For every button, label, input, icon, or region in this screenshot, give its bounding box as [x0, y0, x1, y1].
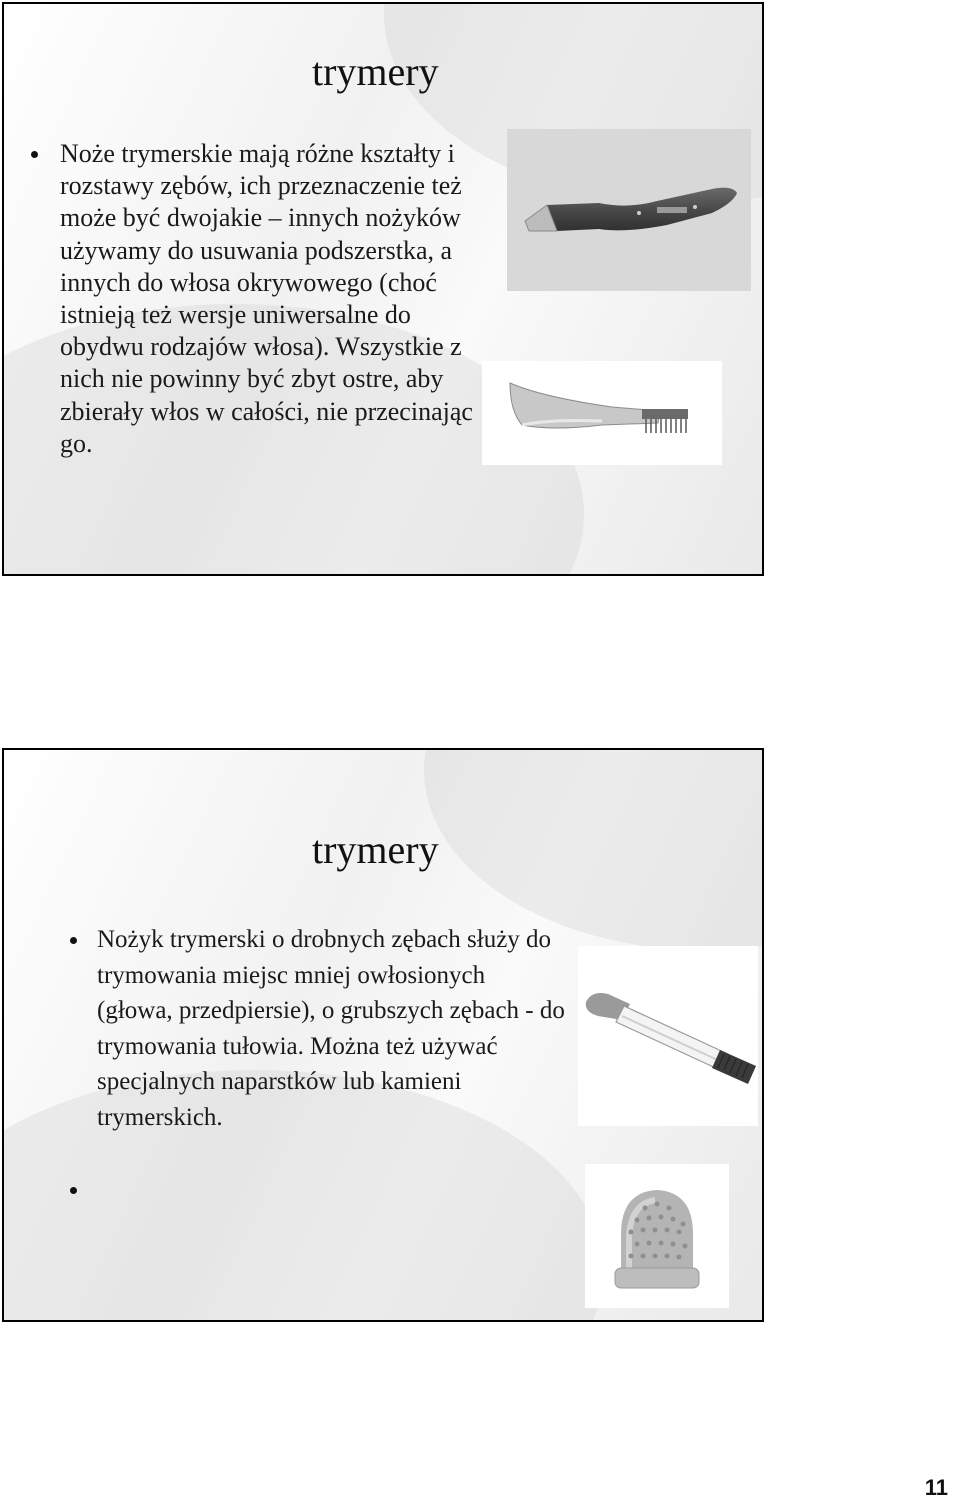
- plastic-handle-trimming-knife-photo: [482, 361, 722, 465]
- empty-bullet-dot: [70, 1187, 77, 1194]
- bullet-list: [60, 138, 490, 460]
- slide-1: [2, 2, 764, 576]
- bullet-list: [97, 922, 567, 1135]
- bullet-text: Nożyk trymerski o drobnych zębach służy do trymowania miejsc mniej owłosionych (głowa, przedpiersie), o grubszych zębach - do trymowania tułowia. Można też używać specjalnych naparstków lub kamieni trymerskich.: [97, 926, 565, 1131]
- slide-title: trymery: [312, 827, 439, 872]
- bullet-text: Noże trymerskie mają różne kształty i rozstawy zębów, ich przeznaczenie też może być dwojakie – innych nożyków używamy do usuwania podszerstka, a innych do włosa okrywowego (choć istnieją też wersje uniwersalne do obydwu rodzajów włosa). Wszystkie z nich nie powinny być zbyt ostre, aby zbierały włos w całości, nie przecinając go.: [60, 139, 473, 458]
- slide-title: trymery: [312, 49, 439, 94]
- wooden-trimming-knife-photo: [507, 129, 751, 291]
- background-swirl: [424, 748, 764, 950]
- bullet-item: [97, 922, 567, 1135]
- fine-tooth-trimmer-photo: [578, 946, 758, 1126]
- bullet-dot: [31, 151, 38, 158]
- page-number: 11: [924, 1475, 948, 1500]
- bullet-item: [60, 138, 490, 460]
- rubber-thimble-photo: [585, 1164, 729, 1308]
- bullet-dot: [70, 937, 77, 944]
- slide-2: [2, 748, 764, 1322]
